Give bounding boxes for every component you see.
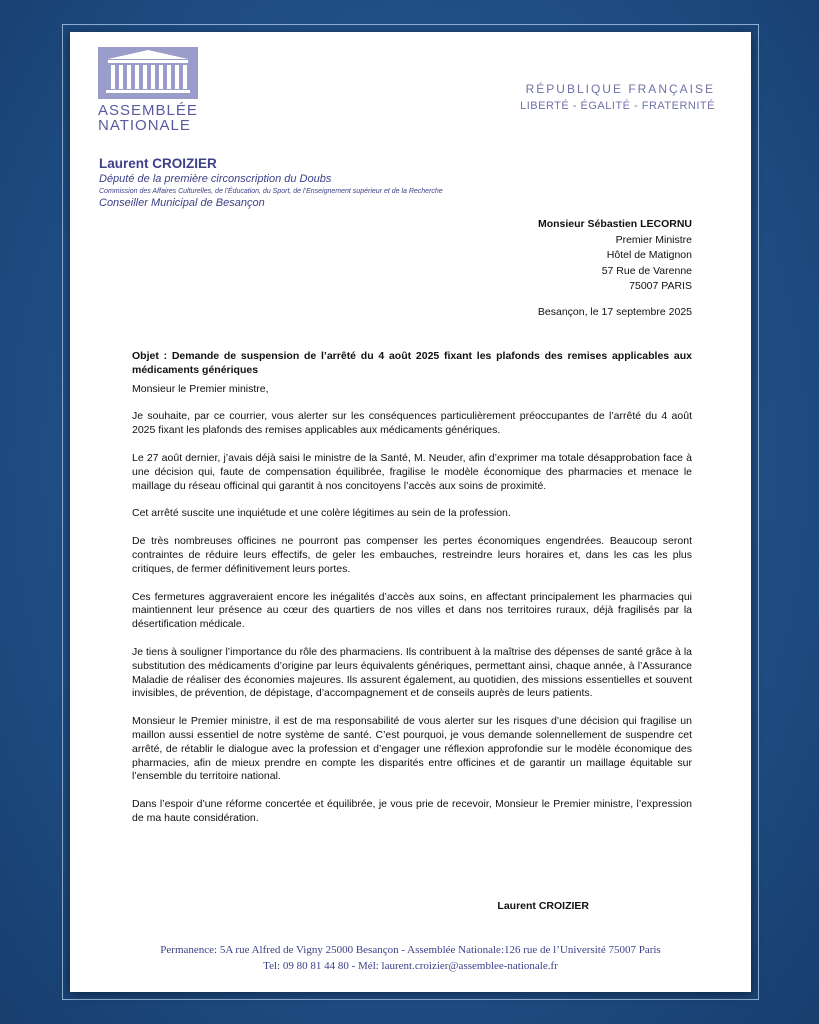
hemicycle-logo-icon [98,47,198,99]
logo-wordmark [98,103,202,133]
sender-block [99,156,443,209]
letter-paragraph: Le 27 août dernier, j’avais déjà saisi le ministre de la Santé, M. Neuder, afin d’exprimer ma totale désapprobation face à une décision qui, faute de compensation équilibrée, fragilise le modèle économique des pharmacies et menace le maillage du réseau officinal qui garantit à nos concitoyens l’accès aux soins de proximité. [132,451,692,492]
sender-commission: Commission des Affaires Culturelles, de l’Éducation, du Sport, de l’Enseignement supérieur et de la Recherche [99,188,443,195]
republique-header [520,82,715,112]
logo-line-1: ASSEMBLÉE [98,102,198,119]
letter-body [132,350,692,840]
assemblee-nationale-logo [98,47,202,133]
sender-name: Laurent CROIZIER [99,156,217,171]
footer-address: Permanence: 5A rue Alfred de Vigny 25000 Besançon - Assemblée Nationale:126 rue de l’Université 75007 Paris [160,944,661,956]
republique-motto: LIBERTÉ - ÉGALITÉ - FRATERNITÉ [520,100,715,112]
letter-paragraph: Je tiens à souligner l’importance du rôle des pharmaciens. Ils contribuent à la maîtrise des dépenses de santé grâce à la substitution des médicaments d’origine par leurs équivalents génériques, permettant ainsi, chaque année, à l’Assurance Maladie de réaliser des économies majeures. Ils assurent également, au quotidien, des missions essentielles et souvent invisibles, de prévention, de dépistage, d’accompagnement et de conseils auprès de leurs patients. [132,645,692,700]
letter-paragraph: Ces fermetures aggraveraient encore les inégalités d’accès aux soins, en affectant principalement les pharmacies qui maintiennent leur présence au cœur des quartiers de nos villes et dans nos territoires ruraux, déjà fragilisés par la désertification médicale. [132,590,692,631]
recipient-name: Monsieur Sébastien LECORNU [537,218,692,230]
letter-paragraph: Je souhaite, par ce courrier, vous alerter sur les conséquences particulièrement préoccupantes de l’arrêté du 4 août 2025 fixant les plafonds des remises applicables aux médicaments génériques. [132,410,692,437]
logo-line-2: NATIONALE [98,117,191,134]
republique-title: RÉPUBLIQUE FRANÇAISE [525,82,715,96]
sender-municipal: Conseiller Municipal de Besançon [99,197,265,209]
letter-signature: Laurent CROIZIER [497,900,589,912]
recipient-address [538,217,692,295]
letter-page [70,32,751,992]
letter-salutation: Monsieur le Premier ministre, [132,382,269,395]
letter-paragraph: Cet arrêté suscite une inquiétude et une colère légitimes au sein de la profession. [132,507,511,520]
recipient-title: Premier Ministre [615,233,692,246]
sender-role: Député de la première circonscription du Doubs [99,173,332,185]
letter-paragraph: De très nombreuses officines ne pourront pas compenser les pertes économiques engendrées. Beaucoup seront contraintes de réduire leurs effectifs, de geler les embauches, restreindre leurs horaires et, dans les cas les plus critiques, de fermer définitivement leurs portes. [132,535,692,575]
letter-paragraph: Monsieur le Premier ministre, il est de ma responsabilité de vous alerter sur les risques d’une décision qui fragilise un maillon aussi essentiel de notre système de santé. C’est pourquoi, je vous demande solennellement de suspendre cet arrêté, de rétablir le dialogue avec la profession et d’engager une réflexion approfondie sur le modèle économique des pharmacies, afin de mieux prendre en compte les disparités entre officines et de garantir un maillage équitable sur l’ensemble du territoire national. [132,715,692,783]
letter-date: Besançon, le 17 septembre 2025 [537,306,692,318]
letter-subject: Objet : Demande de suspension de l’arrêté du 4 août 2025 fixant les plafonds des remises applicables aux médicaments génériques [132,350,692,376]
recipient-city: 75007 PARIS [629,280,692,292]
letter-footer [70,942,751,974]
letter-paragraph: Dans l’espoir d’une réforme concertée et équilibrée, je vous prie de recevoir, Monsieur le Premier ministre, l’expression de ma haute considération. [132,798,692,824]
recipient-place: Hôtel de Matignon [606,249,692,261]
recipient-street: 57 Rue de Varenne [601,264,692,277]
footer-contact: Tel: 09 80 81 44 80 - Mél: laurent.croizier@assemblee-nationale.fr [263,960,558,972]
